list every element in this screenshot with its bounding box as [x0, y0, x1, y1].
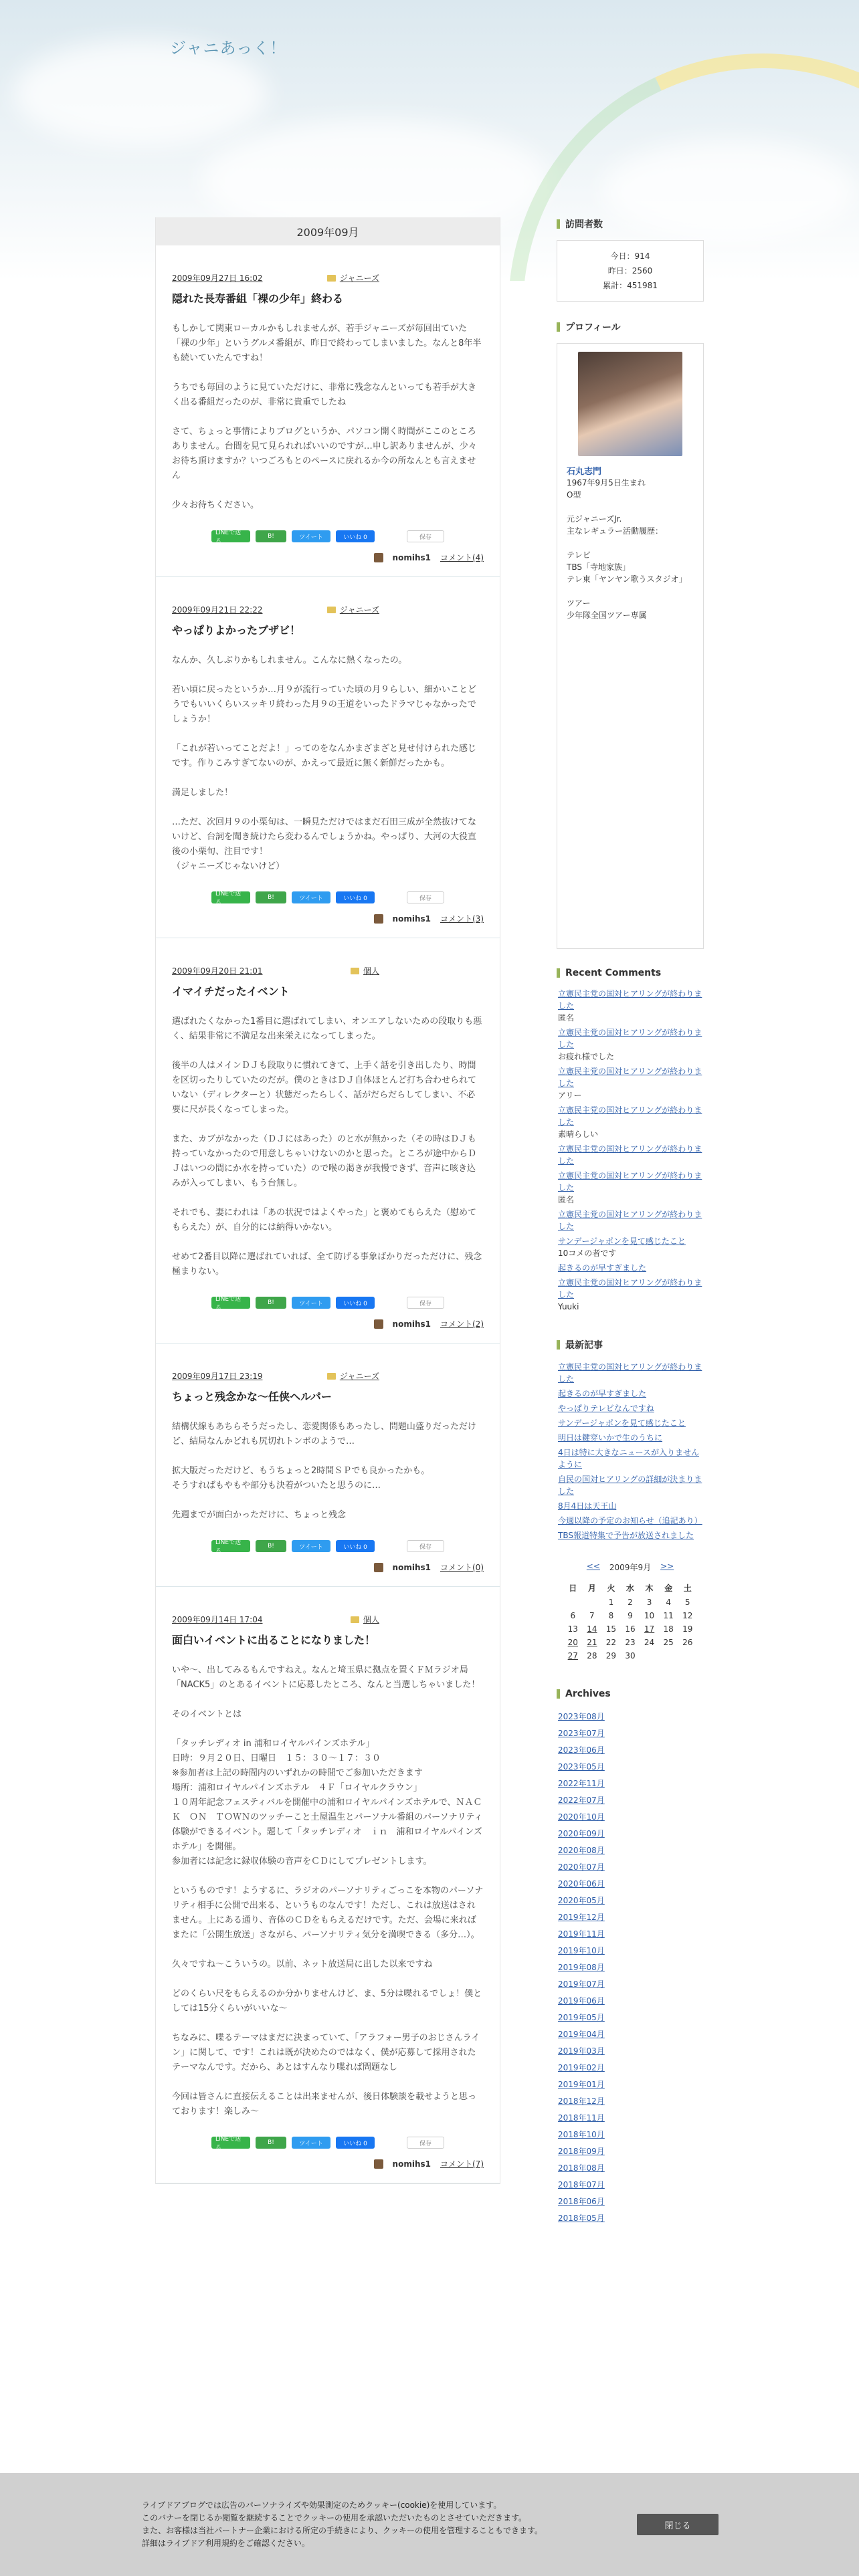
post-category[interactable]: [351, 965, 379, 976]
calendar-day: 8: [608, 1611, 614, 1620]
post-paragraph: なんか、久しぶりかもしれません。こんなに熱くなったの。: [172, 655, 407, 665]
hatena-bookmark-button[interactable]: B!: [256, 2137, 286, 2149]
archive-link[interactable]: 2020年07月: [558, 1862, 605, 1872]
archive-link[interactable]: 2018年11月: [558, 2113, 605, 2123]
profile-heading: プロフィール: [557, 320, 704, 334]
archive-link[interactable]: 2018年10月: [558, 2130, 605, 2139]
recent-comment-item: [558, 1277, 702, 1313]
recent-comment-link[interactable]: 立憲民主党の国対ヒアリングが終わりました: [558, 1028, 702, 1049]
recent-comment-author: 匿名: [558, 1195, 575, 1204]
calendar-day: [583, 1598, 602, 1607]
archive-link[interactable]: 2020年09月: [558, 1829, 605, 1838]
main-column: [155, 217, 500, 2184]
tweet-button[interactable]: ツイート: [292, 1297, 330, 1309]
author-avatar-icon: [374, 1563, 383, 1572]
archive-link[interactable]: 2019年11月: [558, 1929, 605, 1939]
calendar-day: [640, 1651, 659, 1660]
calendar-day: 29: [605, 1651, 617, 1660]
post-comments-link[interactable]: コメント(7): [440, 2159, 484, 2169]
archive-link[interactable]: 2019年04月: [558, 2030, 605, 2039]
latest-article-link[interactable]: 4日は特に大きなニュースが入りませんように: [558, 1448, 700, 1469]
post-paragraph: それでも、妻にわれは「あの状況ではよくやった」と褒めてもらえた（慰めてもらえた）が、自分的には納得いかない。: [172, 1208, 477, 1232]
post-date[interactable]: 2009年09月21日 22:22: [172, 605, 263, 615]
recent-comment-item: [558, 1208, 702, 1232]
recent-comment-item: [558, 988, 702, 1024]
post-meta: [172, 965, 379, 976]
post-paragraph: そのイベントとは: [172, 1709, 242, 1719]
calendar-day: [659, 1651, 678, 1660]
archive-link[interactable]: 2019年05月: [558, 2013, 605, 2022]
archives-list: [557, 1709, 704, 2227]
latest-heading: 最新記事: [557, 1338, 704, 1352]
author-avatar-icon: [374, 553, 383, 562]
calendar-day[interactable]: 27: [567, 1651, 578, 1660]
count-today: 今日：914: [610, 251, 650, 261]
profile-name[interactable]: 石丸志門: [567, 467, 602, 477]
latest-article-link[interactable]: サンデージャポンを見て感じたこと: [558, 1418, 686, 1428]
archive-link[interactable]: 2019年02月: [558, 2063, 605, 2072]
post-paragraph: …ただ、次回月９の小栗旬は、一瞬見ただけではまだ石田三成が全然抜けてないけど、台詞を聞き続けたら変わるんでしょうかね。やっぱり、大河の大役直後の小栗旬、注目です！ （ジャニーズじゃないけど）: [172, 817, 477, 871]
latest-article-link[interactable]: 起きるのが早すぎました: [558, 1389, 647, 1398]
post-footer: [172, 1562, 484, 1573]
calendar-day: 30: [625, 1651, 636, 1660]
post-category[interactable]: [327, 604, 379, 615]
post: [156, 938, 500, 1344]
pocket-save-button[interactable]: 保存: [407, 2137, 444, 2149]
post-author: nomihs1: [392, 1319, 431, 1329]
latest-list: [557, 1361, 704, 1541]
calendar-day: 18: [663, 1624, 674, 1634]
post: [156, 245, 500, 577]
post-category-label: ジャニーズ: [339, 605, 379, 615]
calendar-grid: [563, 1582, 697, 1660]
author-avatar-icon: [374, 2159, 383, 2169]
post-paragraph: 「これが若いってことだよ！」ってのをなんかまざまざと見せ付けられた感じです。作りこみすぎてないのが、かえって最近に無く新鮮だったかも。: [172, 744, 477, 768]
post-paragraph: 先週までが面白かっただけに、ちょっと残念: [172, 1510, 347, 1520]
recent-comments-list: [557, 988, 704, 1313]
calendar-next[interactable]: >>: [660, 1562, 674, 1571]
post-author: nomihs1: [392, 2159, 431, 2169]
recent-comment-link[interactable]: 立憲民主党の国対ヒアリングが終わりました: [558, 1171, 702, 1192]
calendar-day: 4: [666, 1598, 671, 1607]
archive-link[interactable]: 2018年09月: [558, 2147, 605, 2156]
calendar-weekday: 木: [645, 1584, 654, 1593]
tweet-button[interactable]: ツイート: [292, 1540, 330, 1552]
latest-article-link[interactable]: 自民の国対ヒアリングの詳細が決まりました: [558, 1475, 702, 1496]
post-meta: [172, 272, 379, 284]
calendar-day: 13: [567, 1624, 578, 1634]
site-title[interactable]: ジャニあっく！: [170, 39, 287, 58]
recent-comment-link[interactable]: 立憲民主党の国対ヒアリングが終わりました: [558, 1144, 702, 1166]
month-header: 2009年09月: [156, 217, 500, 245]
post-paragraph: というものです！ようするに、ラジオのパーソナリティごっこを本物のパーソナリティ相手に公開で出来る、というものなんです！ただし、これは放送はされません。上にある通り、音体のＣＤをもらえるだけです。ただ、会場に来ればまたに「公開生放送」さながら、パーソナリティ気分を満喫できる（多分…）。: [172, 1886, 484, 1940]
calendar-day: [563, 1598, 583, 1607]
calendar-day: 12: [682, 1611, 693, 1620]
post-footer: [172, 2158, 484, 2169]
recent-comment-item: [558, 1143, 702, 1167]
recent-comment-link[interactable]: サンデージャポンを見て感じたこと: [558, 1237, 686, 1246]
post-comments-link[interactable]: コメント(4): [440, 553, 484, 562]
post-footer: [172, 913, 484, 924]
share-buttons: [172, 1297, 484, 1309]
post-comments-link[interactable]: コメント(3): [440, 914, 484, 924]
post-paragraph: また、カブがなかった（ＤＪにはあった）のと水が無かった（その時はＤＪも持っていなかったので用意しちゃいけないのかと思った。ところが途中からＤＪはいつの間にか水を持っていた）ので喉の渇きが我慢できず、音声に咳き込みが入ってしまい、もう台無し。: [172, 1134, 477, 1188]
calendar-prev[interactable]: <<: [586, 1562, 600, 1571]
calendar-day: 19: [682, 1624, 693, 1634]
post-category[interactable]: [327, 1370, 379, 1382]
recent-comment-author: お疲れ様でした: [558, 1052, 615, 1061]
count-total: 累計：451981: [603, 281, 658, 290]
post-category-label: ジャニーズ: [339, 1372, 379, 1381]
post-author: nomihs1: [392, 1562, 431, 1572]
recent-comments-heading: Recent Comments: [557, 968, 704, 978]
archive-link[interactable]: 2020年06月: [558, 1879, 605, 1889]
post-list: [156, 245, 500, 2183]
facebook-like-button[interactable]: いいね 0: [336, 1297, 375, 1309]
profile-text: 1967年9月5日生まれ O型 元ジャニーズJr. 主なレギュラー活動履歴： テレビ TBS「寺地家族」 テレ東「ヤンヤン歌うスタジオ」 ツアー 少年隊全国ツアー専属: [567, 478, 687, 620]
recent-comment-author: 匿名: [558, 1013, 575, 1023]
share-buttons: [172, 2137, 484, 2149]
post-meta: [172, 1370, 379, 1382]
cookie-close-button[interactable]: 閉じる: [637, 2514, 719, 2535]
archive-link[interactable]: 2023年05月: [558, 1762, 605, 1772]
archive-link[interactable]: 2018年08月: [558, 2163, 605, 2173]
cookie-banner: [0, 2473, 859, 2576]
calendar-day: 2: [628, 1598, 633, 1607]
calendar-day: 5: [684, 1598, 690, 1607]
calendar-weekday: 日: [569, 1584, 577, 1593]
calendar-day: 10: [644, 1611, 655, 1620]
recent-comment-author: アリー: [558, 1091, 582, 1100]
post-title: ちょっと残念かな～任侠ヘルパー: [172, 1390, 332, 1403]
post-category-label: 個人: [363, 1615, 379, 1624]
calendar-day: 24: [644, 1638, 655, 1647]
post-title: やっぱりよかったブザビ！: [172, 624, 301, 637]
latest-article-link[interactable]: 立憲民主党の国対ヒアリングが終わりました: [558, 1362, 702, 1384]
post-paragraph: さて、ちょっと事情によりブログというか、パソコン開く時間がここのところありません。台間を見て見られればいいのですが…申し訳ありませんが、少々お待ち頂けますか？いつごろもとのペースに戻れるか今の所なんとも言えません: [172, 427, 477, 481]
recent-comment-link[interactable]: 立憲民主党の国対ヒアリングが終わりました: [558, 1105, 702, 1127]
folder-icon: [351, 968, 359, 974]
recent-comment-link[interactable]: 起きるのが早すぎました: [558, 1263, 647, 1273]
post-paragraph: うちでも毎回のように見ていただけに、非常に残念なんといっても若手が大きく出る番組だったのが、非常に貴重でしたね: [172, 383, 476, 407]
visitor-counter: [557, 240, 704, 302]
facebook-like-button[interactable]: いいね 0: [336, 2137, 375, 2149]
archive-link[interactable]: 2019年01月: [558, 2080, 605, 2089]
archive-link[interactable]: 2022年07月: [558, 1796, 605, 1805]
archive-link[interactable]: 2023年08月: [558, 1712, 605, 1721]
calendar-day: [678, 1651, 697, 1660]
calendar-day: 22: [605, 1638, 617, 1647]
archive-link[interactable]: 2018年06月: [558, 2197, 605, 2206]
tweet-button[interactable]: ツイート: [292, 891, 330, 903]
calendar-month: 2009年9月: [609, 1563, 652, 1572]
recent-comment-item: [558, 1104, 702, 1140]
pocket-save-button[interactable]: 保存: [407, 1540, 444, 1552]
post-paragraph: 「タッチレディオ in 浦和ロイヤルパインズホテル」 日時：９月２０日、日曜日 １５：３０～１７：３０ ※参加者は上記の時間内のいずれかの時間でご参加いただきます 場所：浦和ロイヤルパインズホテル ４Ｆ「ロイヤルクラウン」 １０周年記念フェスティバルを開催中の浦和ロイヤルパインズホテルで、ＮＡＣＫ ＯＮ ＴＯＷＮのツッチーこと土屋温生とパーソナル番組のパーソナリティ体験ができるイベント。題して「タッチレディオ ｉｎ 浦和ロイヤルパインズホテル」を開催。 参加者には記念に録収体験の音声をＣＤにしてプレゼントします。: [172, 1739, 483, 1866]
latest-article-link[interactable]: やっぱりテレビなんですね: [558, 1404, 654, 1413]
post-paragraph: 今回は皆さんに直接伝えることは出来ませんが、後日体験談を載せようと思っております！楽しみ～: [172, 2092, 477, 2117]
calendar-day[interactable]: 17: [644, 1624, 655, 1634]
folder-icon: [327, 1373, 336, 1380]
calendar-weekday: 土: [683, 1584, 692, 1593]
post-paragraph: せめて2番目以降に選ばれていれば、全て防げる事象ばかりだっただけに、残念極まりない。: [172, 1252, 482, 1277]
archive-link[interactable]: 2023年06月: [558, 1745, 605, 1755]
calendar-day: 25: [663, 1638, 674, 1647]
archive-link[interactable]: 2020年08月: [558, 1846, 605, 1855]
post-category[interactable]: [327, 272, 379, 284]
count-yesterday: 昨日：2560: [607, 266, 653, 276]
archive-link[interactable]: 2018年07月: [558, 2180, 605, 2189]
recent-comment-item: [558, 1235, 702, 1259]
calendar-day[interactable]: 21: [587, 1638, 597, 1647]
post-title: 面白いイベントに出ることになりました！: [172, 1634, 376, 1646]
post-title: イマイチだったイベント: [172, 985, 290, 998]
tweet-button[interactable]: ツイート: [292, 530, 330, 542]
archive-link[interactable]: 2019年12月: [558, 1913, 605, 1922]
post-paragraph: 若い頃に戻ったというか…月９が流行っていた頃の月９らしい、細かいことどうでもいいくらいスッキリ終わった月９の王道をいったドラマじゃなかったでしょうか！: [172, 685, 477, 724]
calendar-weekday: 水: [626, 1584, 634, 1593]
recent-comment-link[interactable]: 立憲民主党の国対ヒアリングが終わりました: [558, 989, 702, 1010]
calendar: [563, 1562, 697, 1660]
archive-link[interactable]: 2019年06月: [558, 1996, 605, 2006]
recent-comment-item: [558, 1065, 702, 1101]
post-title: 隠れた長寿番組「裸の少年」終わる: [172, 292, 344, 305]
cookie-text: ライブドアブログでは広告のパーソナライズや効果測定のためクッキー(cookie)を使用しています。 このバナーを閉じるか閲覧を継続することでクッキーの使用を承認いただいたものとさせていただきます。 また、お客様は当社パートナー企業における所定の手続きにより、クッキーの使用を管理することもできます。 詳細はライブドア利用規約をご確認ください。: [142, 2500, 543, 2548]
calendar-weekday: 火: [607, 1584, 615, 1593]
latest-article-link[interactable]: 今週以降の予定のお知らせ（追記あり）: [558, 1516, 702, 1525]
post: [156, 1344, 500, 1587]
calendar-day[interactable]: 14: [587, 1624, 597, 1634]
calendar-day: 3: [646, 1598, 652, 1607]
archive-link[interactable]: 2019年10月: [558, 1946, 605, 1955]
profile-photo: [578, 352, 682, 456]
latest-article-link[interactable]: 8月4日は天王山: [558, 1501, 617, 1511]
calendar-day: 6: [570, 1611, 576, 1620]
post-category-label: 個人: [363, 966, 379, 976]
post-category-label: ジャニーズ: [339, 274, 379, 283]
share-buttons: [172, 530, 484, 545]
recent-comment-author: 素晴らしい: [558, 1130, 599, 1139]
recent-comment-item: [558, 1027, 702, 1063]
post-paragraph: 結構伏線もあちらそうだったし、恋愛関係もあったし、問題山盛りだっただけど、結局なんかどれも尻切れトンボのようで…: [172, 1422, 476, 1446]
hatena-bookmark-button[interactable]: B!: [256, 530, 286, 542]
facebook-like-button[interactable]: いいね 0: [336, 1540, 375, 1552]
line-share-button[interactable]: LINEで送る: [211, 1297, 250, 1309]
recent-comment-link[interactable]: 立憲民主党の国対ヒアリングが終わりました: [558, 1278, 702, 1299]
calendar-weekday: 月: [587, 1584, 596, 1593]
calendar-day: 23: [625, 1638, 636, 1647]
recent-comment-author: Yuuki: [558, 1302, 579, 1311]
facebook-like-button[interactable]: いいね 0: [336, 530, 375, 542]
profile-box: [557, 343, 704, 949]
calendar-day: 15: [605, 1624, 617, 1634]
post-author: nomihs1: [392, 552, 431, 562]
pocket-save-button[interactable]: 保存: [407, 530, 444, 542]
archive-link[interactable]: 2019年07月: [558, 1979, 605, 1989]
folder-icon: [327, 275, 336, 282]
latest-article-link[interactable]: TBS報道特集で予告が放送されました: [558, 1531, 694, 1540]
post-paragraph: ちなみに、喋るテーマはまだに決まっていて、「アラフォー男子のおじさんライン」に関して、です！これは既が決めたのではなく、僕が応募して採用されたテーマなんです。だから、あとはすんなり喋れば問題なし: [172, 2033, 480, 2072]
archives-heading: Archives: [557, 1689, 704, 1699]
line-share-button[interactable]: LINEで送る: [211, 1540, 250, 1552]
author-avatar-icon: [374, 914, 383, 924]
recent-comment-link[interactable]: 立憲民主党の国対ヒアリングが終わりました: [558, 1067, 702, 1088]
post-paragraph: 選ばれたくなかった1番目に選ばれてしまい、オンエアしないための段取りも悪く、結果非常に不満足な出来栄えになってしまった。: [172, 1016, 482, 1041]
post-paragraph: 後半の人はメインＤＪも段取りに慣れてきて、上手く話を引き出したり、時間を区切ったりしていたのだが。僕のときはＤＪ自体ほとんど打ち合わせられていない（ディレクターと）状態だったらしく、話がだらだらしてしまい、不必要に尺が長くなってしまった。: [172, 1061, 477, 1115]
calendar-day: 9: [628, 1611, 633, 1620]
archive-link[interactable]: 2019年08月: [558, 1963, 605, 1972]
line-share-button[interactable]: LINEで送る: [211, 2137, 250, 2149]
folder-icon: [327, 607, 336, 613]
recent-comment-link[interactable]: 立憲民主党の国対ヒアリングが終わりました: [558, 1210, 702, 1231]
line-share-button[interactable]: LINEで送る: [211, 530, 250, 542]
facebook-like-button[interactable]: いいね 0: [336, 891, 375, 903]
recent-comment-author: 10コメの者です: [558, 1249, 617, 1258]
post-footer: [172, 1318, 484, 1329]
sidebar: [557, 217, 704, 2227]
archive-link[interactable]: 2018年12月: [558, 2097, 605, 2106]
post-meta: [172, 1614, 379, 1625]
share-buttons: [172, 891, 484, 906]
post-paragraph: 少々お待ちください。: [172, 500, 260, 510]
line-share-button[interactable]: LINEで送る: [211, 891, 250, 903]
tweet-button[interactable]: ツイート: [292, 2137, 330, 2149]
calendar-day: 11: [663, 1611, 674, 1620]
calendar-weekday: 金: [664, 1584, 673, 1593]
post-paragraph: どのくらい尺をもらえるのか分かりませんけど、ま、5分は喋れるでしょ！僕としては15分くらいがいいな～: [172, 1989, 482, 2014]
archive-link[interactable]: 2020年05月: [558, 1896, 605, 1905]
folder-icon: [351, 1616, 359, 1623]
post-date[interactable]: 2009年09月20日 21:01: [172, 966, 263, 976]
post-paragraph: 拡大版だっただけど、もうちょっと2時間ＳＰでも良かったかも。 そうすればもやもや部分も決着がついたと思うのに…: [172, 1466, 430, 1491]
calendar-day[interactable]: 20: [567, 1638, 578, 1647]
post-meta: [172, 604, 379, 615]
hatena-bookmark-button[interactable]: B!: [256, 1297, 286, 1309]
latest-article-link[interactable]: 明日は鍵穿いかで生のうちに: [558, 1433, 663, 1442]
recent-comment-item: [558, 1170, 702, 1206]
calendar-day: 28: [587, 1651, 597, 1660]
post-date[interactable]: 2009年09月17日 23:19: [172, 1372, 263, 1381]
archive-link[interactable]: 2019年03月: [558, 2046, 605, 2056]
archive-link[interactable]: 2018年05月: [558, 2214, 605, 2223]
post-date[interactable]: 2009年09月14日 17:04: [172, 1615, 263, 1624]
post-author: nomihs1: [392, 914, 431, 924]
archive-link[interactable]: 2023年07月: [558, 1729, 605, 1738]
post-date[interactable]: 2009年09月27日 16:02: [172, 274, 263, 283]
hatena-bookmark-button[interactable]: B!: [256, 1540, 286, 1552]
post-paragraph: いや～、出してみるもんですねえ。なんと埼玉県に拠点を置くＦＭラジオ局「NACK5」のとあるイベントに応募したところ、なんと当選しちゃいました！: [172, 1665, 480, 1690]
calendar-day: 7: [589, 1611, 595, 1620]
pocket-save-button[interactable]: 保存: [407, 1297, 444, 1309]
author-avatar-icon: [374, 1319, 383, 1329]
calendar-day: 16: [625, 1624, 636, 1634]
hatena-bookmark-button[interactable]: B!: [256, 891, 286, 903]
post-footer: [172, 552, 484, 563]
post-category[interactable]: [351, 1614, 379, 1625]
post-paragraph: 満足しました！: [172, 788, 233, 798]
recent-comment-item: [558, 1262, 702, 1274]
post-paragraph: もしかして関東ローカルかもしれませんが、若手ジャニーズが毎回出ていた「裸の少年」というグルメ番組が、昨日で終わってしまいました。なんと8年半も続いていたんですね！: [172, 324, 482, 363]
archive-link[interactable]: 2022年11月: [558, 1779, 605, 1788]
post: [156, 1587, 500, 2183]
share-buttons: [172, 1539, 484, 1555]
archive-link[interactable]: 2020年10月: [558, 1812, 605, 1822]
calendar-day: 26: [682, 1638, 693, 1647]
post-paragraph: 久々ですね～こういうの。以前、ネット放送局に出した以来ですね: [172, 1959, 433, 1969]
post: [156, 577, 500, 938]
pocket-save-button[interactable]: 保存: [407, 891, 444, 903]
calendar-day: 1: [608, 1598, 614, 1607]
post-comments-link[interactable]: コメント(0): [440, 1563, 484, 1572]
post-comments-link[interactable]: コメント(2): [440, 1319, 484, 1329]
visitors-heading: 訪問者数: [557, 217, 704, 231]
